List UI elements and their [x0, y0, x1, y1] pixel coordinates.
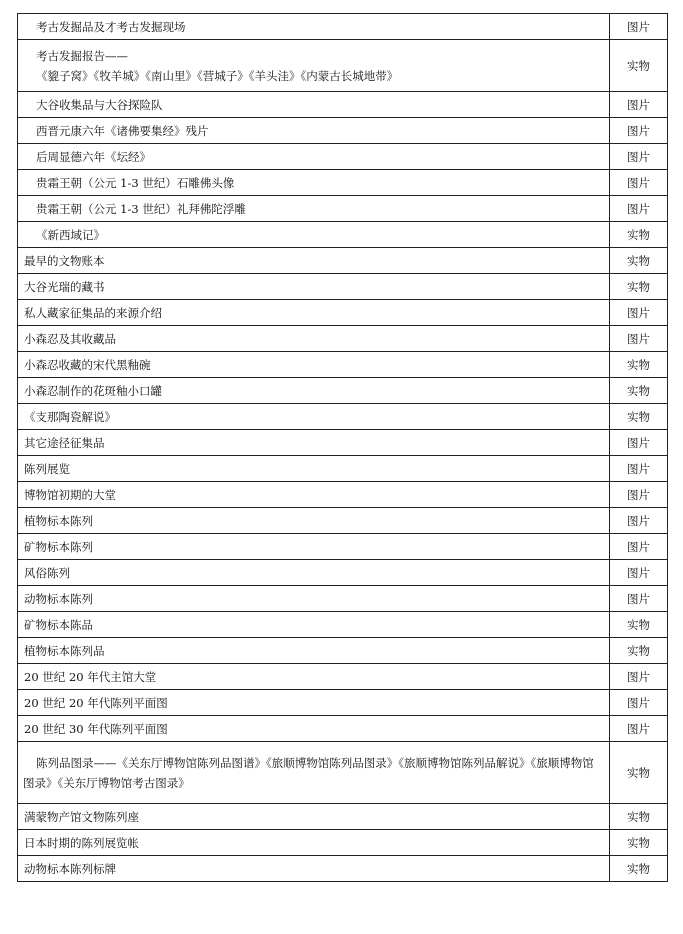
row-title: 矿物标本陈列: [18, 534, 610, 560]
row-type: 实物: [610, 612, 668, 638]
table-row: [18, 92, 668, 118]
table-row: [18, 560, 668, 586]
exhibit-list-table: [17, 13, 668, 882]
row-type: 图片: [610, 326, 668, 352]
table-row: [18, 118, 668, 144]
row-type: 图片: [610, 118, 668, 144]
row-type: 图片: [610, 196, 668, 222]
row-title: 《新西域记》: [18, 222, 610, 248]
table-row: [18, 378, 668, 404]
row-type: 图片: [610, 300, 668, 326]
row-title: 小森忍收藏的宋代黑釉碗: [18, 352, 610, 378]
row-title: 风俗陈列: [18, 560, 610, 586]
table-row: [18, 248, 668, 274]
row-title: 动物标本陈列标牌: [18, 856, 610, 882]
row-title: [18, 40, 610, 92]
row-type: 实物: [610, 742, 668, 804]
row-type: 实物: [610, 248, 668, 274]
row-type: 图片: [610, 716, 668, 742]
row-title: 考古发掘品及才考古发掘现场: [18, 14, 610, 40]
row-type: 图片: [610, 482, 668, 508]
row-type: 图片: [610, 456, 668, 482]
row-type: 实物: [610, 404, 668, 430]
row-title: 贵霜王朝（公元 1-3 世纪）石雕佛头像: [18, 170, 610, 196]
row-title: 私人藏家征集品的来源介绍: [18, 300, 610, 326]
row-title: 植物标本陈列: [18, 508, 610, 534]
row-type: 图片: [610, 14, 668, 40]
row-title: 20 世纪 20 年代陈列平面图: [18, 690, 610, 716]
table-row: [18, 352, 668, 378]
row-type: 实物: [610, 274, 668, 300]
row-title: 《支那陶瓷解说》: [18, 404, 610, 430]
row-title: 动物标本陈列: [18, 586, 610, 612]
row-type: 实物: [610, 804, 668, 830]
table-row: [18, 326, 668, 352]
table-row: [18, 508, 668, 534]
row-title-line: 《貔子窝》《牧羊城》《南山里》《营城子》《羊头洼》《内蒙古长城地带》: [36, 68, 399, 83]
row-title: 大谷收集品与大谷探险队: [18, 92, 610, 118]
row-type: 图片: [610, 560, 668, 586]
row-title: 20 世纪 20 年代主馆大堂: [18, 664, 610, 690]
row-type: 实物: [610, 830, 668, 856]
row-title: 20 世纪 30 年代陈列平面图: [18, 716, 610, 742]
row-type: 图片: [610, 144, 668, 170]
row-type: 图片: [610, 430, 668, 456]
table-row: [18, 144, 668, 170]
table-row: [18, 804, 668, 830]
row-title: 贵霜王朝（公元 1-3 世纪）礼拜佛陀浮雕: [18, 196, 610, 222]
table-row: [18, 404, 668, 430]
table-row: [18, 612, 668, 638]
table-row: [18, 742, 668, 804]
row-type: 图片: [610, 586, 668, 612]
row-title: 大谷光瑞的藏书: [18, 274, 610, 300]
table-row: [18, 300, 668, 326]
table-row: [18, 170, 668, 196]
row-title: 陈列品图录——《关东厅博物馆陈列品图谱》《旅顺博物馆陈列品图录》《旅顺博物馆陈列品解说》《旅顺博物馆图录》《关东厅博物馆考古图录》: [18, 742, 610, 804]
row-title: 矿物标本陈品: [18, 612, 610, 638]
table-row: [18, 664, 668, 690]
row-type: 实物: [610, 40, 668, 92]
row-type: 实物: [610, 638, 668, 664]
table-row: [18, 716, 668, 742]
row-title: 满蒙物产馆文物陈列座: [18, 804, 610, 830]
row-type: 图片: [610, 92, 668, 118]
row-type: 实物: [610, 222, 668, 248]
table-row: [18, 482, 668, 508]
row-title: 最早的文物账本: [18, 248, 610, 274]
table-row: [18, 586, 668, 612]
table-row: [18, 856, 668, 882]
row-title-line: 考古发掘报告——: [36, 48, 128, 63]
row-title: 小森忍制作的花斑釉小口罐: [18, 378, 610, 404]
row-type: 实物: [610, 856, 668, 882]
row-type: 实物: [610, 352, 668, 378]
table-row: [18, 196, 668, 222]
row-title: 西晋元康六年《诸佛要集经》残片: [18, 118, 610, 144]
row-title: 后周显德六年《坛经》: [18, 144, 610, 170]
table-row: [18, 40, 668, 92]
row-title: 博物馆初期的大堂: [18, 482, 610, 508]
table-row: [18, 534, 668, 560]
row-title: 其它途径征集品: [18, 430, 610, 456]
row-type: 实物: [610, 378, 668, 404]
row-title: 小森忍及其收藏品: [18, 326, 610, 352]
row-title: 陈列展览: [18, 456, 610, 482]
row-type: 图片: [610, 170, 668, 196]
table-row: [18, 638, 668, 664]
table-row: [18, 830, 668, 856]
row-type: 图片: [610, 534, 668, 560]
table-row: [18, 690, 668, 716]
table-row: [18, 222, 668, 248]
table-row: [18, 274, 668, 300]
table-row: [18, 430, 668, 456]
row-title: 日本时期的陈列展览帐: [18, 830, 610, 856]
row-title: 植物标本陈列品: [18, 638, 610, 664]
table-row: [18, 456, 668, 482]
row-type: 图片: [610, 664, 668, 690]
row-type: 图片: [610, 690, 668, 716]
table-row: [18, 14, 668, 40]
row-type: 图片: [610, 508, 668, 534]
